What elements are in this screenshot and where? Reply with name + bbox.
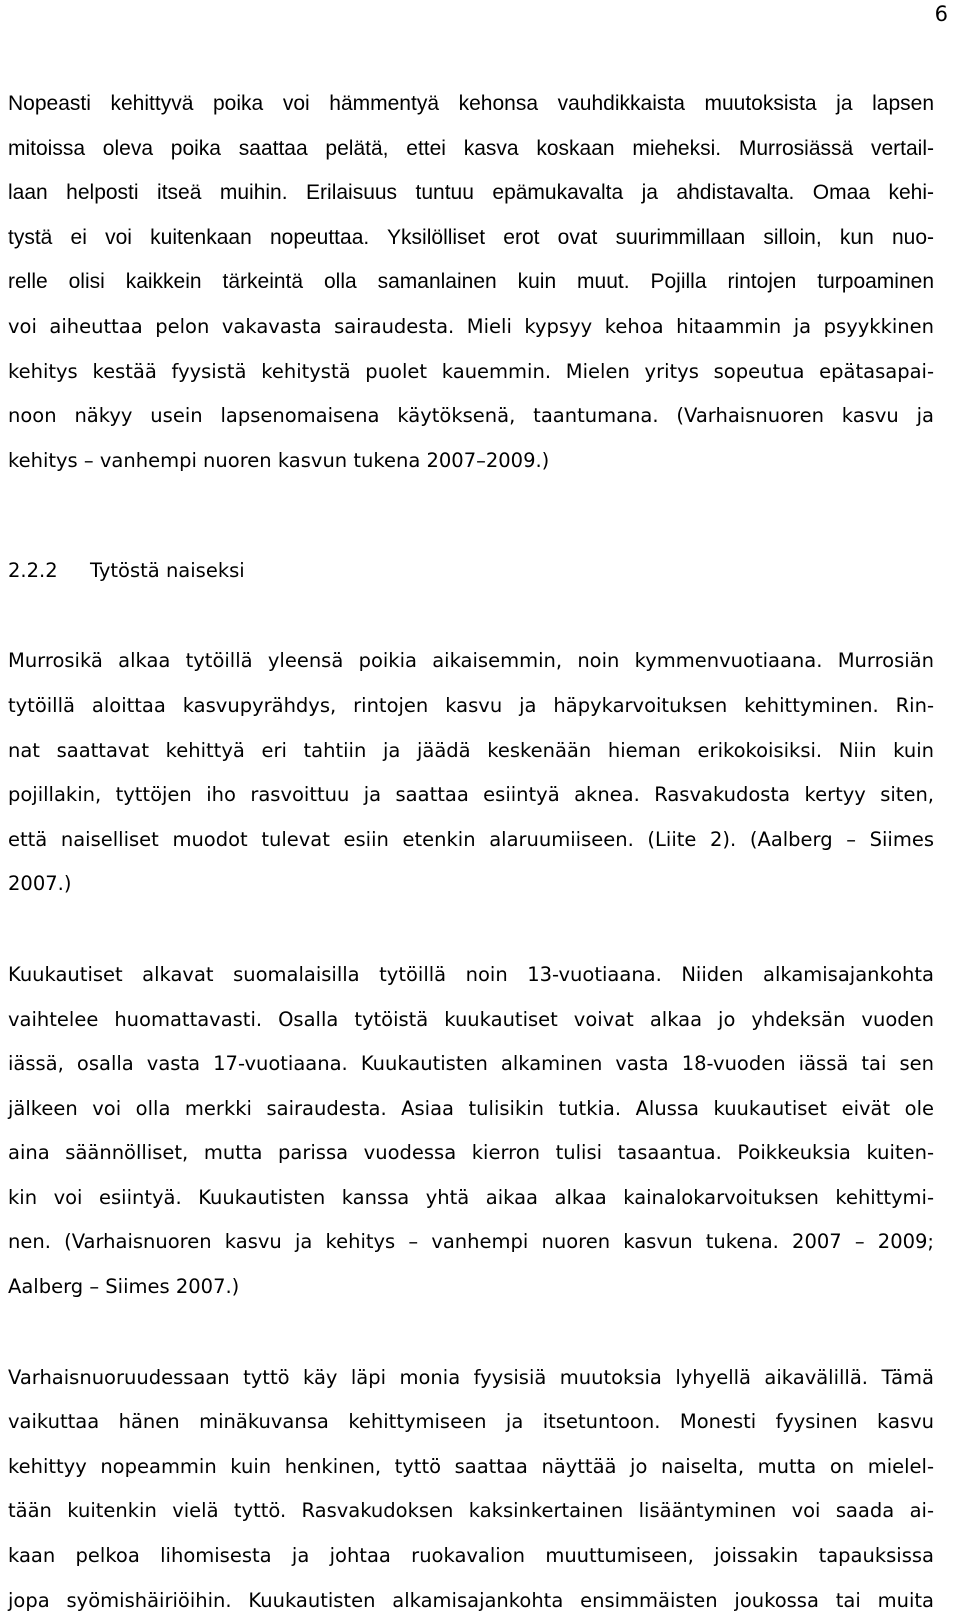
text-line: tytöillä aloittaa kasvupyrähdys, rintojen kasvu ja häpykarvoituksen kehittyminen. Rin- <box>8 693 934 717</box>
text-line: että naiselliset muodot tulevat esiin etenkin alaruumiiseen. (Liite 2). (Aalberg – Siimes <box>8 827 934 851</box>
paragraph-early-adolescence <box>8 1356 934 1623</box>
text-line: laan helposti itseä muihin. Erilaisuus tuntuu epämukavalta ja ahdistavalta. Omaa kehi- <box>8 181 934 205</box>
text-line: kehitys kestää fyysistä kehitystä puolet kauemmin. Mielen yritys sopeutua epätasapai- <box>8 359 934 383</box>
text-line: iässä, osalla vasta 17-vuotiaana. Kuukautisten alkaminen vasta 18-vuoden iässä tai sen <box>8 1052 934 1076</box>
text-line: kehitys – vanhempi nuoren kasvun tukena 2007–2009.) <box>8 448 550 472</box>
paragraph-boy-development <box>8 82 934 483</box>
text-line: kin voi esiintyä. Kuukautisten kanssa yhtä aikaa alkaa kainalokarvoituksen kehittymi- <box>8 1185 934 1209</box>
document-body <box>8 82 934 1623</box>
text-line: Aalberg – Siimes 2007.) <box>8 1275 240 1299</box>
text-line: jopa syömishäiriöihin. Kuukautisten alkamisajankohta ensimmäisten joukossa tai muita <box>8 1588 934 1612</box>
text-line: pojillakin, tyttöjen iho rasvoittuu ja saattaa esiintyä aknea. Rasvakudosta kertyy siten, <box>8 783 934 807</box>
text-line: kehittyy nopeammin kuin henkinen, tyttö saattaa näyttää jo naiselta, mutta on mielel- <box>8 1454 934 1478</box>
text-line: Varhaisnuoruudessaan tyttö käy läpi monia fyysisiä muutoksia lyhyellä aikavälillä. Tämä <box>8 1365 934 1389</box>
text-line: vaihtelee huomattavasti. Osalla tytöistä kuukautiset voivat alkaa jo yhdeksän vuoden <box>8 1007 934 1031</box>
text-line: voi aiheuttaa pelon vakavasta sairaudesta. Mieli kypsyy kehoa hitaammin ja psyykkinen <box>8 314 934 338</box>
text-line: vaikuttaa hänen minäkuvansa kehittymiseen ja itsetuntoon. Monesti fyysinen kasvu <box>8 1410 934 1434</box>
text-line: relle olisi kaikkein tärkeintä olla samanlainen kuin muut. Pojilla rintojen turpoaminen <box>8 270 934 294</box>
text-line: nat saattavat kehittyä eri tahtiin ja jäädä keskenään hieman erikokoisiksi. Niin kuin <box>8 738 934 762</box>
text-line: tään kuitenkin vielä tyttö. Rasvakudoksen kaksinkertainen lisääntyminen voi saada ai- <box>8 1499 934 1523</box>
paragraph-menstruation <box>8 953 934 1310</box>
section-number: 2.2.2 <box>8 559 58 583</box>
text-line: 2007.) <box>8 872 72 896</box>
paragraph-puberty-girls <box>8 639 934 907</box>
text-line: Murrosikä alkaa tytöillä yleensä poikia aikaisemmin, noin kymmenvuotiaana. Murrosiän <box>8 649 934 673</box>
text-line: aina säännölliset, mutta parissa vuodessa kierron tulisi tasaantua. Poikkeuksia kuiten- <box>8 1141 934 1165</box>
section-title: Tytöstä naiseksi <box>90 559 245 583</box>
text-line: Nopeasti kehittyvä poika voi hämmentyä kehonsa vauhdikkaista muutoksista ja lapsen <box>8 92 934 115</box>
page-number: 6 <box>934 2 948 26</box>
text-line: noon näkyy usein lapsenomaisena käytöksenä, taantumana. (Varhaisnuoren kasvu ja <box>8 404 934 428</box>
text-line: tystä ei voi kuitenkaan nopeuttaa. Yksilölliset erot ovat suurimmillaan silloin, kun nuo- <box>8 225 934 249</box>
text-line: kaan pelkoa lihomisesta ja johtaa ruokavalion muuttumiseen, joissakin tapauksissa <box>8 1544 934 1568</box>
text-line: Kuukautiset alkavat suomalaisilla tytöillä noin 13-vuotiaana. Niiden alkamisajankohta <box>8 962 934 986</box>
text-line: jälkeen voi olla merkki sairaudesta. Asiaa tulisikin tutkia. Alussa kuukautiset eivät ole <box>8 1096 934 1120</box>
text-line: nen. (Varhaisnuoren kasvu ja kehitys – vanhempi nuoren kasvun tukena. 2007 – 2009; <box>8 1230 934 1254</box>
text-line: mitoissa oleva poika saattaa pelätä, ettei kasva koskaan mieheksi. Murrosiässä vertail- <box>8 136 934 160</box>
section-heading <box>8 549 934 593</box>
